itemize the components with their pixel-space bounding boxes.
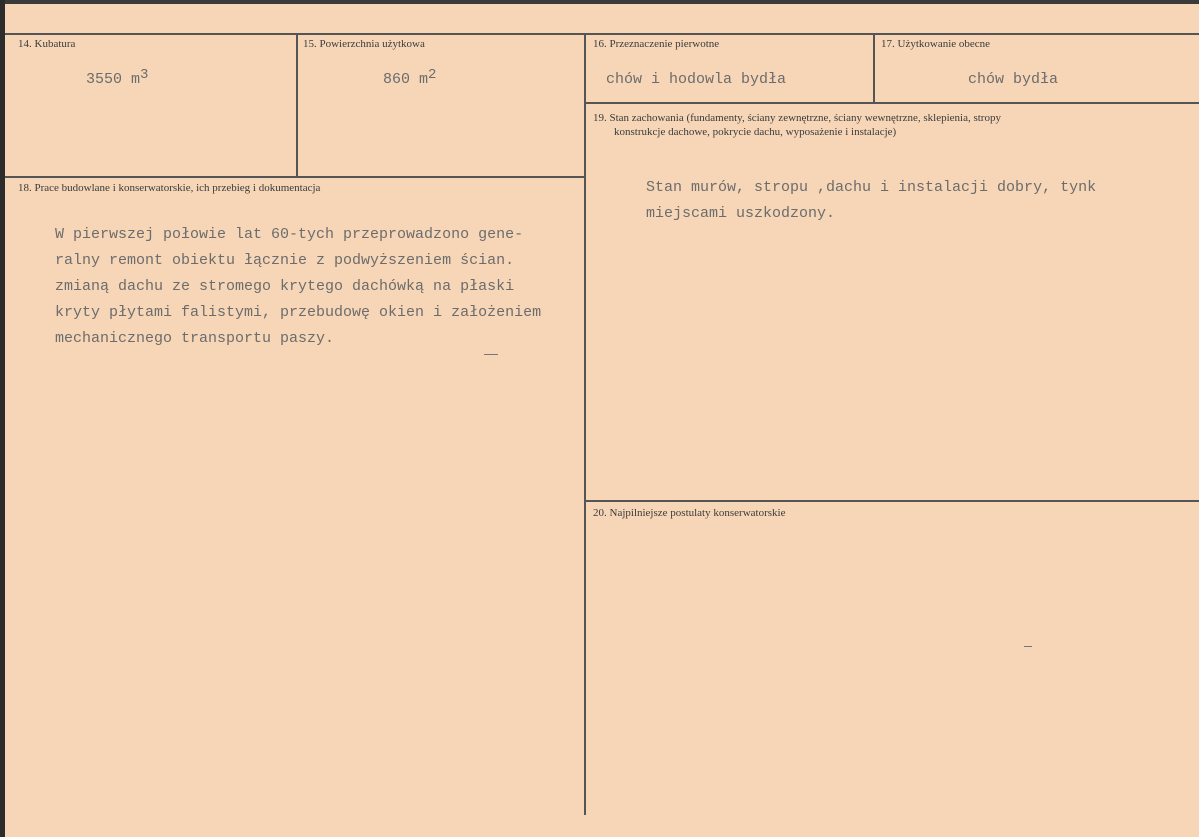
- field-14-number: 3550 m: [86, 71, 141, 88]
- rule-under-16-17: [586, 102, 1199, 104]
- divider-16-17: [873, 33, 875, 102]
- divider-14-15: [296, 33, 298, 176]
- field-20-label: 20. Najpilniejsze postulaty konserwatorskie: [593, 507, 786, 519]
- stray-mark: [1024, 646, 1032, 647]
- field-18-line: kryty płytami falistymi, przebudowę okien i założeniem: [55, 304, 542, 321]
- field-16-label: 16. Przeznaczenie pierwotne: [593, 38, 720, 50]
- field-14-label: 14. Kubatura: [18, 38, 76, 50]
- card-top-edge: [0, 0, 1199, 4]
- field-15-value: [383, 67, 437, 88]
- field-18-line: zmianą dachu ze stromego krytego dachówką na płaski: [55, 278, 515, 295]
- field-19-label-line2: konstrukcje dachowe, pokrycie dachu, wyposażenie i instalacje): [614, 126, 897, 138]
- field-15-label: 15. Powierzchnia użytkowa: [303, 38, 425, 50]
- field-19-text: [646, 175, 1096, 227]
- card-left-edge: [0, 0, 5, 837]
- field-15-number: 860 m: [383, 71, 429, 88]
- field-14-value: [86, 67, 149, 88]
- top-rule: [5, 33, 1199, 35]
- stray-mark: [484, 354, 498, 355]
- field-19-label-line1: 19. Stan zachowania (fundamenty, ściany zewnętrzne, ściany wewnętrzne, sklepienia, stropy: [593, 112, 1001, 124]
- field-18-line: ralny remont obiektu łącznie z podwyższeniem ścian.: [55, 252, 515, 269]
- main-column-divider: [584, 33, 586, 815]
- field-18-label: 18. Prace budowlane i konserwatorskie, ich przebieg i dokumentacja: [18, 182, 321, 194]
- rule-above-20: [586, 500, 1199, 502]
- field-18-line: W pierwszej połowie lat 60-tych przeprowadzono gene-: [55, 226, 524, 243]
- field-19-line: miejscami uszkodzony.: [646, 205, 836, 222]
- field-15-exponent: 2: [428, 67, 437, 83]
- field-19-line: Stan murów, stropu ,dachu i instalacji dobry, tynk: [646, 179, 1097, 196]
- field-16-value: chów i hodowla bydła: [606, 71, 787, 88]
- field-14-exponent: 3: [140, 67, 149, 83]
- field-17-value: chów bydła: [968, 71, 1059, 88]
- field-18-line: mechanicznego transportu paszy.: [55, 330, 335, 347]
- field-18-text: [55, 222, 541, 352]
- rule-under-14-15: [5, 176, 586, 178]
- field-17-label: 17. Użytkowanie obecne: [881, 38, 991, 50]
